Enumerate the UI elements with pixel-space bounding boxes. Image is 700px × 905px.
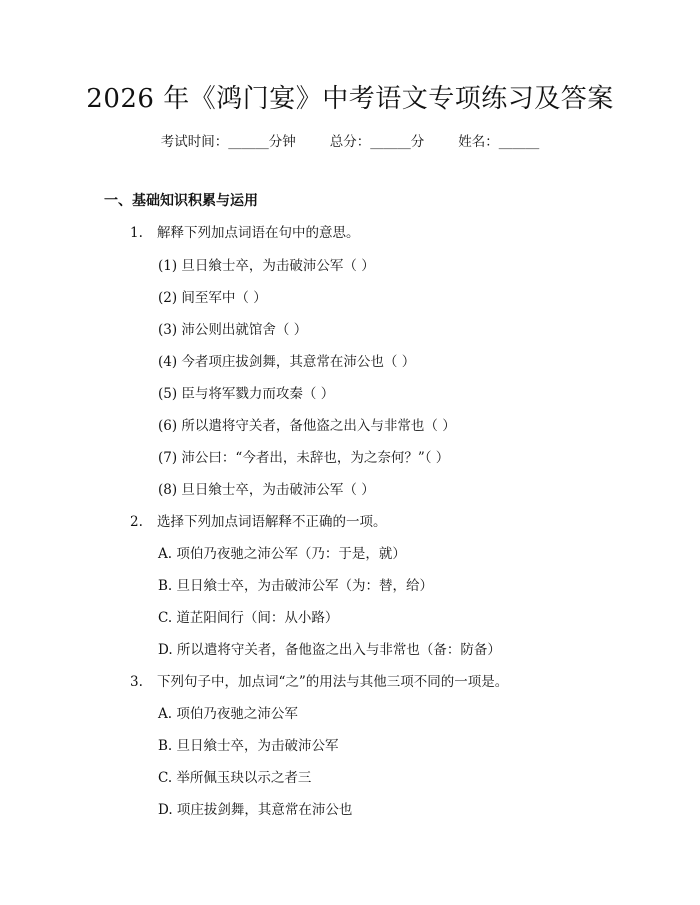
question-item: (6) 所以遣将守关者，备他盗之出入与非常也（ ）: [158, 418, 456, 434]
question-item: (1) 旦日飨士卒，为击破沛公军（ ）: [158, 258, 375, 274]
question-item: (8) 旦日飨士卒，为击破沛公军（ ）: [158, 482, 375, 498]
question-text: 下列句子中，加点词“之”的用法与其他三项不同的一项是。: [157, 674, 509, 690]
question-item: (3) 沛公则出就馆舍（ ）: [158, 322, 308, 338]
question-item: (7) 沛公曰：“今者出，未辞也，为之奈何？”（ ）: [158, 450, 450, 466]
total-score-field: 总分：______分: [329, 134, 425, 150]
answer-option: A. 项伯乃夜驰之沛公军（乃：于是，就）: [158, 546, 406, 562]
question-text: 解释下列加点词语在句中的意思。: [157, 225, 360, 241]
answer-option: A. 项伯乃夜驰之沛公军: [158, 706, 298, 722]
page-title: 2026 年《鸿门宴》中考语文专项练习及答案: [86, 84, 614, 114]
exam-time-field: 考试时间：______分钟: [160, 134, 296, 150]
section-heading: 一、基础知识积累与运用: [104, 193, 258, 209]
answer-option: C. 举所佩玉玦以示之者三: [158, 770, 312, 786]
question-number: 1.: [130, 225, 143, 241]
answer-option: B. 旦日飨士卒，为击破沛公军: [158, 738, 339, 754]
answer-option: C. 道芷阳间行（间：从小路）: [158, 610, 339, 626]
answer-option: D. 项庄拔剑舞，其意常在沛公也: [158, 802, 353, 818]
question-number: 3.: [130, 674, 143, 690]
student-name-field: 姓名：______: [458, 134, 540, 150]
exam-meta: [0, 132, 700, 152]
question-number: 2.: [130, 514, 143, 530]
question-text: 选择下列加点词语解释不正确的一项。: [157, 514, 387, 530]
question-item: (5) 臣与将军戮力而攻秦（ ）: [158, 386, 335, 402]
question-item: (2) 间至军中（ ）: [158, 290, 267, 306]
answer-option: B. 旦日飨士卒，为击破沛公军（为：替，给）: [158, 578, 434, 594]
question-item: (4) 今者项庄拔剑舞，其意常在沛公也（ ）: [158, 354, 416, 370]
answer-option: D. 所以遣将守关者，备他盗之出入与非常也（备：防备）: [158, 642, 501, 658]
